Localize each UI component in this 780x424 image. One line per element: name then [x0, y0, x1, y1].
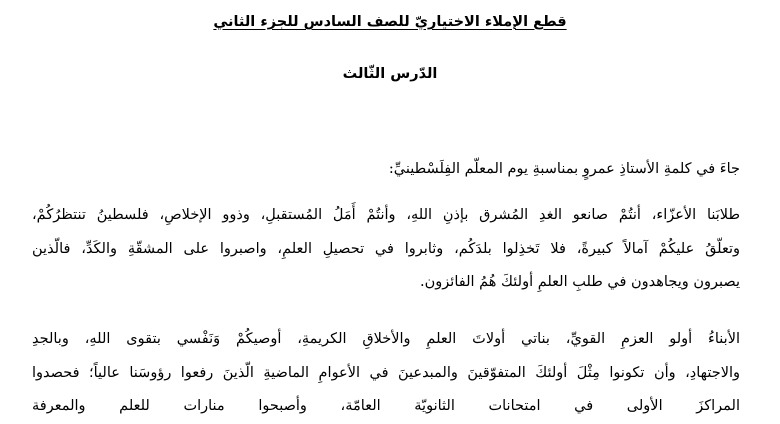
intro-sentence: جاءَ في كلمةِ الأستاذِ عمروٍ بمناسبةِ يوم المعلّم الفِلَسْطينيِّ: [388, 161, 740, 177]
lesson-heading: الدّرس الثّالث [342, 66, 438, 82]
paragraph-line: يصبرون ويجاهدون في طلبِ العلمِ أولئكَ هُمُ الفائزون. [420, 274, 740, 290]
paragraph-line: الأبناءُ أولو العزمِ القويِّ، بناتي أولاتَ العلمِ والأخلاقِ الكريمةِ، أوصيكُمْ وَنَفْسي بتقوى اللهِ، وبالجدِ [32, 331, 740, 347]
paragraph-1 [32, 199, 740, 300]
paragraph-line: طلابَنا الأعزّاء، أنتُمْ صانعو الغدِ المُشرق بإذنِ اللهِ، وأنتُمْ أَمَلُ المُستقبلِ، وذوو الإخلاصِ، فلسطينُ تنتظرُكُمْ، [32, 207, 740, 223]
paragraph-line: والاجتهادِ، وأن تكونوا مِثْلَ أولئكَ المتفوّقينَ والمبدعينَ في الأعوامِ الماضيةِ الّذينَ رفعوا رؤوسَنا عالياً؛ فحصدوا [32, 364, 740, 381]
paragraph-line: وتعلّقُ عليكُمْ آمالاً كبيرةً، فلا تَخذِلوا بلدَكُم، وثابروا في تحصيلِ العلمِ، واصبروا على المشقّةِ والكَدِّ، فالّذين [32, 240, 740, 257]
paragraph-line: المراكزَ الأولى في امتحانات الثانويّة العامّة، وأصبحوا منارات للعلم والمعرفة [32, 398, 740, 414]
paragraph-2 [32, 323, 740, 424]
document-title: قطع الإملاء الاختياريّ للصف السادس للجزء الثاني [213, 14, 567, 30]
